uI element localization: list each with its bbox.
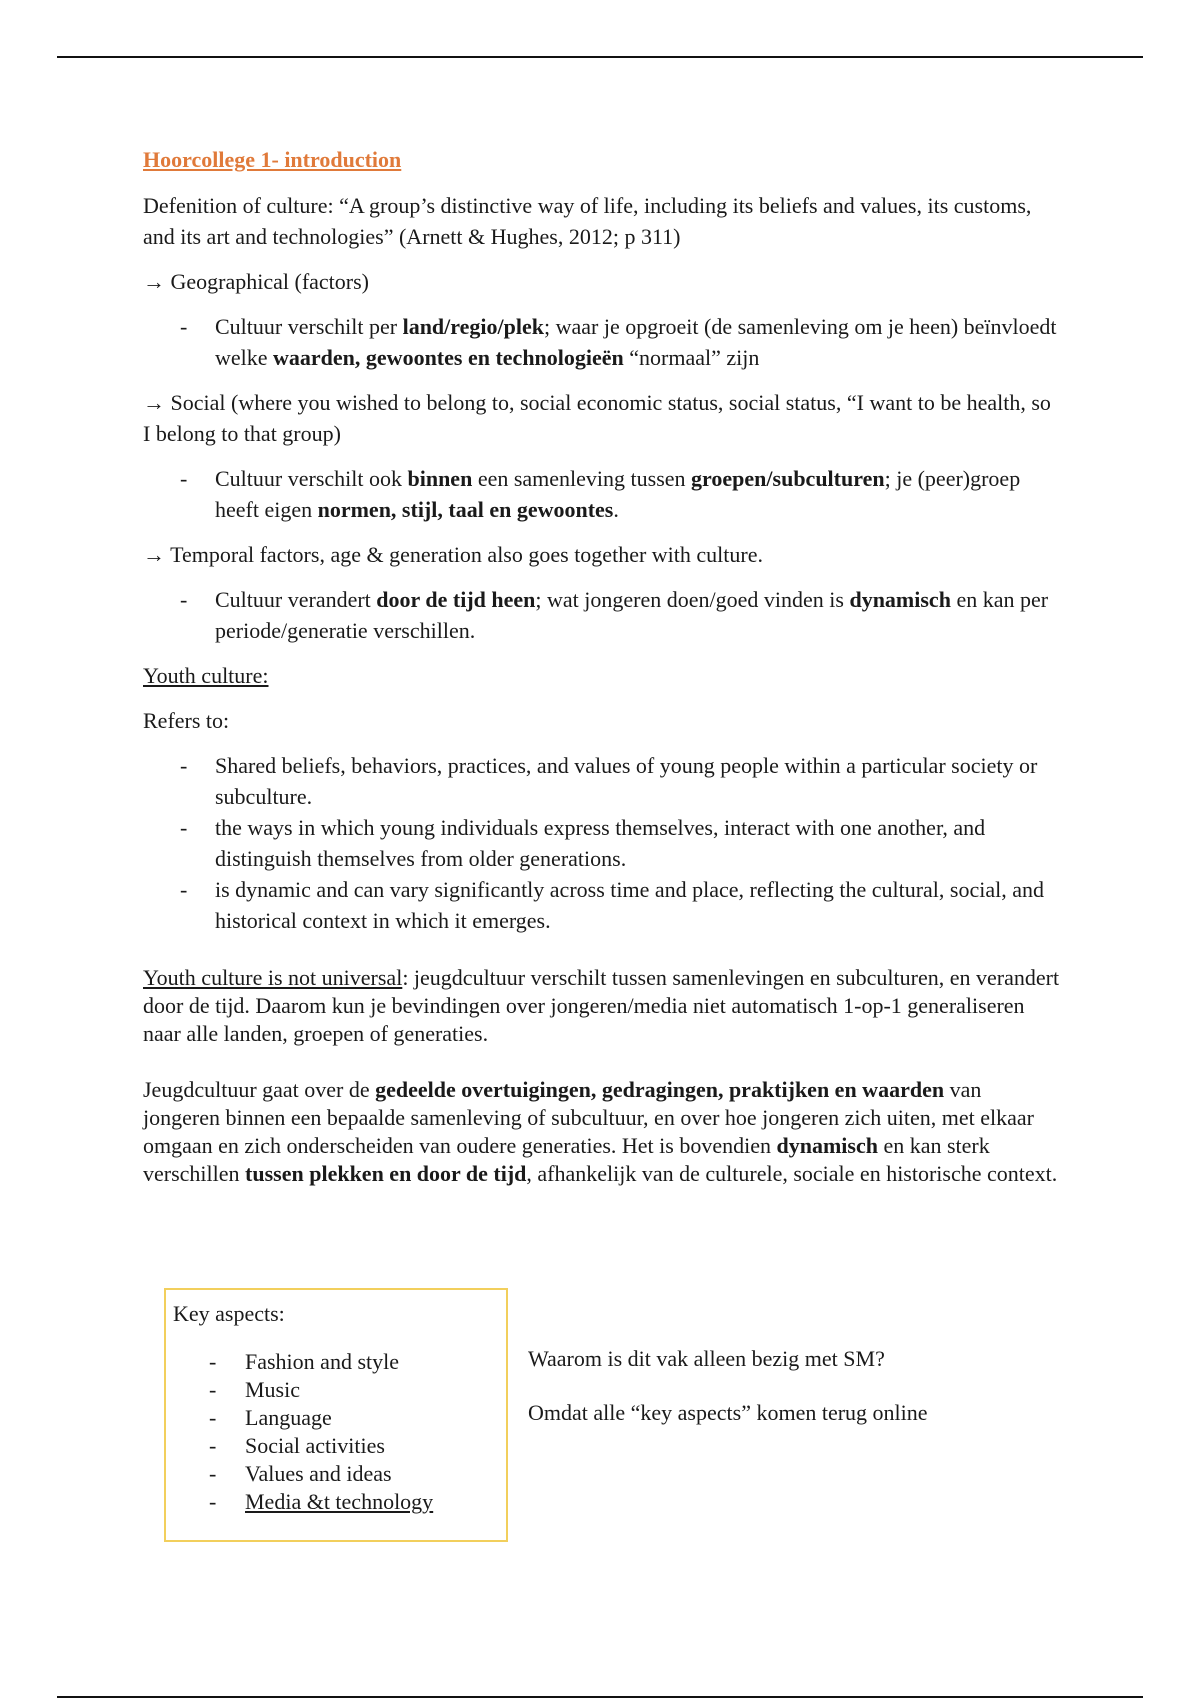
temporal-heading: → Temporal factors, age & generation also goes together with culture. (143, 542, 763, 567)
key-aspects-heading: Key aspects: (173, 1301, 285, 1326)
key-aspects-box (164, 1288, 508, 1542)
side-notes (528, 1345, 1088, 1453)
list-item: - Cultuur verandert door de tijd heen; wat jongeren doen/goed vinden is dynamisch en kan per periode/generatie verschillen. (215, 584, 1063, 646)
social-list (143, 463, 1063, 525)
list-item: - Shared beliefs, behaviors, practices, and values of young people within a particular society or subculture. (215, 750, 1063, 812)
list-item: - Fashion and style (245, 1348, 506, 1376)
geo-heading: → Geographical (factors) (143, 269, 370, 294)
refers-to-label: Refers to: (143, 708, 230, 733)
list-item: - is dynamic and can vary significantly across time and place, reflecting the cultural, social, and historical context in which it emerges. (215, 874, 1063, 936)
list-item: - Music (245, 1376, 506, 1404)
definition-paragraph: Defenition of culture: “A group’s distinctive way of life, including its beliefs and values, its customs, and its art and technologies” (Arnett & Hughes, 2012; p 311) (143, 193, 1032, 249)
social-heading: → Social (where you wished to belong to, social economic status, social status, “I want to be health, so I belong to that group) (143, 390, 1051, 446)
arrow-icon: → (143, 390, 165, 415)
side-question: Waarom is dit vak alleen bezig met SM? (528, 1346, 885, 1371)
not-universal-paragraph: Youth culture is not universal: jeugdcultuur verschilt tussen samenlevingen en subculturen, en verandert door de tijd. Daarom kun je bevindingen over jongeren/media niet automatisch 1-op-1 generaliseren naar alle landen, groepen of generaties. (143, 965, 1060, 1046)
temporal-list (143, 584, 1063, 646)
geo-list (143, 311, 1063, 373)
arrow-icon: → (143, 269, 165, 294)
list-item: - Social activities (245, 1432, 506, 1460)
document-body (143, 144, 1063, 1202)
jeugdcultuur-paragraph: Jeugdcultuur gaat over de gedeelde overtuigingen, gedragingen, praktijken en waarden van jongeren binnen een bepaalde samenleving of subcultuur, en over hoe jongeren zich uiten, met elkaar omgaan en zich onderscheiden van oudere generaties. Het is bovendien dynamisch en kan sterk verschillen tussen plekken en door de tijd, afhankelijk van de culturele, sociale en historische context. (143, 1077, 1058, 1186)
header-rule (57, 56, 1143, 58)
list-item: - Media &t technology (245, 1488, 506, 1516)
list-item: - Values and ideas (245, 1460, 506, 1488)
youth-culture-heading: Youth culture: (143, 663, 269, 688)
list-item: - the ways in which young individuals express themselves, interact with one another, and distinguish themselves from older generations. (215, 812, 1063, 874)
footer-rule (57, 1696, 1143, 1698)
arrow-icon: → (143, 542, 165, 567)
list-item: - Cultuur verschilt per land/regio/plek; waar je opgroeit (de samenleving om je heen) beïnvloedt welke waarden, gewoontes en technologieën “normaal” zijn (215, 311, 1063, 373)
key-aspects-list (173, 1348, 506, 1516)
side-answer: Omdat alle “key aspects” komen terug online (528, 1400, 928, 1425)
list-item: - Cultuur verschilt ook binnen een samenleving tussen groepen/subculturen; je (peer)groep heeft eigen normen, stijl, taal en gewoontes. (215, 463, 1063, 525)
list-item: - Language (245, 1404, 506, 1432)
page-title: Hoorcollege 1- introduction (143, 147, 402, 172)
youth-list (143, 750, 1063, 936)
